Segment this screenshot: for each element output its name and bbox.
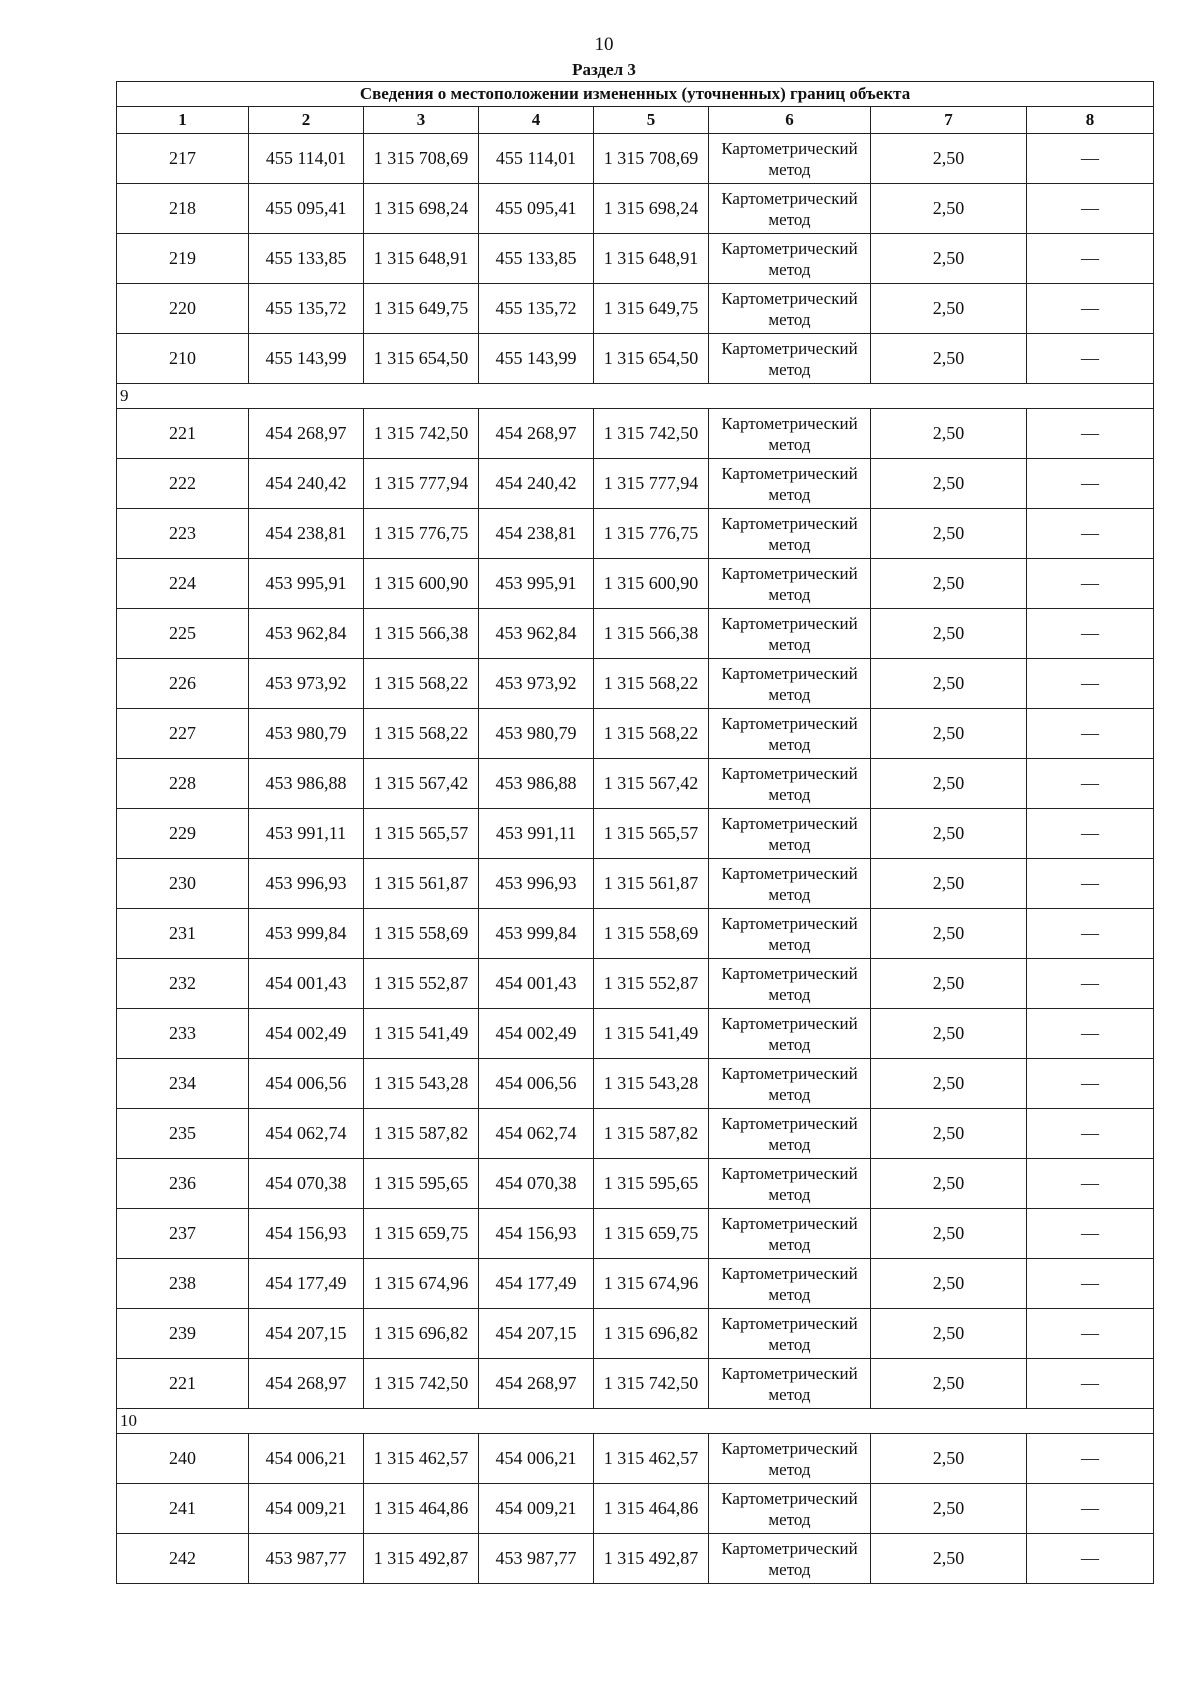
new-x-cell: 455 095,41: [479, 184, 594, 234]
existing-y-cell: 1 315 742,50: [364, 409, 479, 459]
point-number-cell: 236: [117, 1159, 249, 1209]
new-x-cell: 454 177,49: [479, 1259, 594, 1309]
page-number: 10: [594, 34, 614, 55]
new-x-cell: 454 268,97: [479, 1359, 594, 1409]
new-x-cell: 455 135,72: [479, 284, 594, 334]
section-title: Раздел 3: [572, 60, 636, 79]
table-row: [117, 1259, 1154, 1309]
table-row: [117, 1059, 1154, 1109]
note-cell: —: [1027, 1209, 1154, 1259]
point-number-cell: 223: [117, 509, 249, 559]
point-number-cell: 233: [117, 1009, 249, 1059]
existing-x-cell: 453 987,77: [249, 1534, 364, 1584]
new-x-cell: 454 156,93: [479, 1209, 594, 1259]
existing-y-cell: 1 315 541,49: [364, 1009, 479, 1059]
point-number-cell: 239: [117, 1309, 249, 1359]
existing-x-cell: 454 006,56: [249, 1059, 364, 1109]
new-y-cell: 1 315 777,94: [594, 459, 709, 509]
table-row: [117, 809, 1154, 859]
point-number-cell: 235: [117, 1109, 249, 1159]
table-row: [117, 234, 1154, 284]
accuracy-cell: 2,50: [871, 334, 1027, 384]
accuracy-cell: 2,50: [871, 1259, 1027, 1309]
note-cell: —: [1027, 1359, 1154, 1409]
existing-x-cell: 454 268,97: [249, 1359, 364, 1409]
note-cell: —: [1027, 1434, 1154, 1484]
table-row: [117, 184, 1154, 234]
existing-x-cell: 454 207,15: [249, 1309, 364, 1359]
existing-y-cell: 1 315 567,42: [364, 759, 479, 809]
new-y-cell: 1 315 698,24: [594, 184, 709, 234]
note-cell: —: [1027, 1484, 1154, 1534]
note-cell: —: [1027, 459, 1154, 509]
point-number-cell: 224: [117, 559, 249, 609]
method-cell: Картометрический метод: [709, 1309, 871, 1359]
accuracy-cell: 2,50: [871, 1309, 1027, 1359]
method-cell: Картометрический метод: [709, 134, 871, 184]
accuracy-cell: 2,50: [871, 809, 1027, 859]
new-y-cell: 1 315 566,38: [594, 609, 709, 659]
existing-x-cell: 454 062,74: [249, 1109, 364, 1159]
column-header: 1: [117, 107, 249, 134]
new-x-cell: 454 002,49: [479, 1009, 594, 1059]
new-y-cell: 1 315 561,87: [594, 859, 709, 909]
new-y-cell: 1 315 587,82: [594, 1109, 709, 1159]
accuracy-cell: 2,50: [871, 1059, 1027, 1109]
accuracy-cell: 2,50: [871, 859, 1027, 909]
existing-y-cell: 1 315 561,87: [364, 859, 479, 909]
method-cell: Картометрический метод: [709, 1434, 871, 1484]
table-row: [117, 859, 1154, 909]
note-cell: —: [1027, 1159, 1154, 1209]
accuracy-cell: 2,50: [871, 759, 1027, 809]
table-row: [117, 409, 1154, 459]
new-x-cell: 453 991,11: [479, 809, 594, 859]
table-row: [117, 1209, 1154, 1259]
existing-x-cell: 455 095,41: [249, 184, 364, 234]
note-cell: —: [1027, 959, 1154, 1009]
new-y-cell: 1 315 543,28: [594, 1059, 709, 1109]
new-x-cell: 453 973,92: [479, 659, 594, 709]
new-x-cell: 454 001,43: [479, 959, 594, 1009]
method-cell: Картометрический метод: [709, 809, 871, 859]
new-x-cell: 453 987,77: [479, 1534, 594, 1584]
table-row: [117, 1109, 1154, 1159]
existing-x-cell: 453 986,88: [249, 759, 364, 809]
note-cell: —: [1027, 1009, 1154, 1059]
existing-x-cell: 453 999,84: [249, 909, 364, 959]
point-number-cell: 210: [117, 334, 249, 384]
note-cell: —: [1027, 1059, 1154, 1109]
method-cell: Картометрический метод: [709, 1109, 871, 1159]
point-number-cell: 217: [117, 134, 249, 184]
column-header: 6: [709, 107, 871, 134]
existing-y-cell: 1 315 674,96: [364, 1259, 479, 1309]
point-number-cell: 237: [117, 1209, 249, 1259]
table-caption: Сведения о местоположении измененных (уточненных) границ объекта: [117, 82, 1154, 107]
note-cell: —: [1027, 609, 1154, 659]
method-cell: Картометрический метод: [709, 659, 871, 709]
table-caption-row: [117, 82, 1154, 107]
existing-x-cell: 453 995,91: [249, 559, 364, 609]
new-x-cell: 454 062,74: [479, 1109, 594, 1159]
existing-y-cell: 1 315 543,28: [364, 1059, 479, 1109]
note-cell: —: [1027, 809, 1154, 859]
note-cell: —: [1027, 409, 1154, 459]
new-x-cell: 454 238,81: [479, 509, 594, 559]
table-row: [117, 459, 1154, 509]
method-cell: Картометрический метод: [709, 859, 871, 909]
new-x-cell: 453 999,84: [479, 909, 594, 959]
note-cell: —: [1027, 559, 1154, 609]
existing-y-cell: 1 315 708,69: [364, 134, 479, 184]
new-x-cell: 453 980,79: [479, 709, 594, 759]
point-number-cell: 242: [117, 1534, 249, 1584]
point-number-cell: 218: [117, 184, 249, 234]
existing-y-cell: 1 315 696,82: [364, 1309, 479, 1359]
new-y-cell: 1 315 649,75: [594, 284, 709, 334]
accuracy-cell: 2,50: [871, 1009, 1027, 1059]
new-y-cell: 1 315 659,75: [594, 1209, 709, 1259]
new-x-cell: 453 986,88: [479, 759, 594, 809]
table-row: [117, 1534, 1154, 1584]
existing-x-cell: 454 006,21: [249, 1434, 364, 1484]
new-x-cell: 454 207,15: [479, 1309, 594, 1359]
table-row: [117, 609, 1154, 659]
existing-x-cell: 454 156,93: [249, 1209, 364, 1259]
method-cell: Картометрический метод: [709, 1009, 871, 1059]
point-number-cell: 231: [117, 909, 249, 959]
existing-y-cell: 1 315 566,38: [364, 609, 479, 659]
new-x-cell: 454 240,42: [479, 459, 594, 509]
method-cell: Картометрический метод: [709, 559, 871, 609]
existing-y-cell: 1 315 742,50: [364, 1359, 479, 1409]
new-x-cell: 454 070,38: [479, 1159, 594, 1209]
table-body: [117, 134, 1154, 1584]
table-row: [117, 1484, 1154, 1534]
point-number-cell: 220: [117, 284, 249, 334]
column-header: 5: [594, 107, 709, 134]
column-header: 7: [871, 107, 1027, 134]
table-row: [117, 909, 1154, 959]
table-row: [117, 709, 1154, 759]
accuracy-cell: 2,50: [871, 959, 1027, 1009]
new-y-cell: 1 315 558,69: [594, 909, 709, 959]
existing-x-cell: 454 240,42: [249, 459, 364, 509]
note-cell: —: [1027, 909, 1154, 959]
accuracy-cell: 2,50: [871, 184, 1027, 234]
table-row: [117, 334, 1154, 384]
accuracy-cell: 2,50: [871, 1484, 1027, 1534]
new-y-cell: 1 315 776,75: [594, 509, 709, 559]
table-row: [117, 1359, 1154, 1409]
note-cell: —: [1027, 709, 1154, 759]
existing-x-cell: 454 001,43: [249, 959, 364, 1009]
accuracy-cell: 2,50: [871, 1534, 1027, 1584]
note-cell: —: [1027, 1109, 1154, 1159]
column-header: 2: [249, 107, 364, 134]
accuracy-cell: 2,50: [871, 284, 1027, 334]
existing-x-cell: 453 962,84: [249, 609, 364, 659]
existing-y-cell: 1 315 587,82: [364, 1109, 479, 1159]
new-y-cell: 1 315 462,57: [594, 1434, 709, 1484]
existing-x-cell: 454 238,81: [249, 509, 364, 559]
boundary-coordinates-table: [116, 81, 1154, 1584]
point-number-cell: 234: [117, 1059, 249, 1109]
table-row: [117, 509, 1154, 559]
point-number-cell: 226: [117, 659, 249, 709]
existing-x-cell: 454 070,38: [249, 1159, 364, 1209]
new-x-cell: 453 995,91: [479, 559, 594, 609]
new-x-cell: 455 114,01: [479, 134, 594, 184]
note-cell: —: [1027, 134, 1154, 184]
new-y-cell: 1 315 600,90: [594, 559, 709, 609]
table-row: [117, 559, 1154, 609]
method-cell: Картометрический метод: [709, 234, 871, 284]
point-number-cell: 241: [117, 1484, 249, 1534]
existing-y-cell: 1 315 698,24: [364, 184, 479, 234]
note-cell: —: [1027, 284, 1154, 334]
point-number-cell: 228: [117, 759, 249, 809]
method-cell: Картометрический метод: [709, 459, 871, 509]
method-cell: Картометрический метод: [709, 1484, 871, 1534]
existing-x-cell: 455 143,99: [249, 334, 364, 384]
column-header: 8: [1027, 107, 1154, 134]
table-row: [117, 284, 1154, 334]
contour-number: 10: [117, 1409, 1154, 1434]
method-cell: Картометрический метод: [709, 1259, 871, 1309]
existing-y-cell: 1 315 492,87: [364, 1534, 479, 1584]
new-y-cell: 1 315 742,50: [594, 1359, 709, 1409]
method-cell: Картометрический метод: [709, 1059, 871, 1109]
contour-group-row: [117, 384, 1154, 409]
new-x-cell: 455 143,99: [479, 334, 594, 384]
method-cell: Картометрический метод: [709, 334, 871, 384]
new-y-cell: 1 315 708,69: [594, 134, 709, 184]
existing-x-cell: 455 114,01: [249, 134, 364, 184]
table-row: [117, 1159, 1154, 1209]
new-y-cell: 1 315 552,87: [594, 959, 709, 1009]
table-row: [117, 134, 1154, 184]
method-cell: Картометрический метод: [709, 759, 871, 809]
new-y-cell: 1 315 567,42: [594, 759, 709, 809]
point-number-cell: 222: [117, 459, 249, 509]
new-y-cell: 1 315 492,87: [594, 1534, 709, 1584]
new-x-cell: 454 006,56: [479, 1059, 594, 1109]
note-cell: —: [1027, 1309, 1154, 1359]
new-x-cell: 454 268,97: [479, 409, 594, 459]
existing-y-cell: 1 315 776,75: [364, 509, 479, 559]
new-y-cell: 1 315 648,91: [594, 234, 709, 284]
new-y-cell: 1 315 568,22: [594, 659, 709, 709]
new-x-cell: 453 996,93: [479, 859, 594, 909]
point-number-cell: 232: [117, 959, 249, 1009]
method-cell: Картометрический метод: [709, 509, 871, 559]
existing-y-cell: 1 315 568,22: [364, 659, 479, 709]
new-y-cell: 1 315 565,57: [594, 809, 709, 859]
table-row: [117, 1009, 1154, 1059]
point-number-cell: 240: [117, 1434, 249, 1484]
existing-x-cell: 454 177,49: [249, 1259, 364, 1309]
new-x-cell: 455 133,85: [479, 234, 594, 284]
point-number-cell: 230: [117, 859, 249, 909]
method-cell: Картометрический метод: [709, 1209, 871, 1259]
accuracy-cell: 2,50: [871, 459, 1027, 509]
method-cell: Картометрический метод: [709, 959, 871, 1009]
new-y-cell: 1 315 674,96: [594, 1259, 709, 1309]
existing-x-cell: 453 996,93: [249, 859, 364, 909]
note-cell: —: [1027, 234, 1154, 284]
method-cell: Картометрический метод: [709, 609, 871, 659]
new-y-cell: 1 315 541,49: [594, 1009, 709, 1059]
table-row: [117, 959, 1154, 1009]
method-cell: Картометрический метод: [709, 909, 871, 959]
point-number-cell: 229: [117, 809, 249, 859]
existing-x-cell: 455 133,85: [249, 234, 364, 284]
accuracy-cell: 2,50: [871, 709, 1027, 759]
table-row: [117, 659, 1154, 709]
existing-y-cell: 1 315 558,69: [364, 909, 479, 959]
existing-y-cell: 1 315 649,75: [364, 284, 479, 334]
accuracy-cell: 2,50: [871, 409, 1027, 459]
accuracy-cell: 2,50: [871, 559, 1027, 609]
existing-y-cell: 1 315 565,57: [364, 809, 479, 859]
accuracy-cell: 2,50: [871, 609, 1027, 659]
accuracy-cell: 2,50: [871, 234, 1027, 284]
method-cell: Картометрический метод: [709, 184, 871, 234]
existing-y-cell: 1 315 464,86: [364, 1484, 479, 1534]
existing-x-cell: 454 002,49: [249, 1009, 364, 1059]
table-row: [117, 759, 1154, 809]
method-cell: Картометрический метод: [709, 709, 871, 759]
existing-y-cell: 1 315 568,22: [364, 709, 479, 759]
new-y-cell: 1 315 696,82: [594, 1309, 709, 1359]
existing-x-cell: 453 980,79: [249, 709, 364, 759]
accuracy-cell: 2,50: [871, 509, 1027, 559]
new-y-cell: 1 315 654,50: [594, 334, 709, 384]
contour-number: 9: [117, 384, 1154, 409]
point-number-cell: 238: [117, 1259, 249, 1309]
method-cell: Картометрический метод: [709, 1534, 871, 1584]
method-cell: Картометрический метод: [709, 284, 871, 334]
new-y-cell: 1 315 568,22: [594, 709, 709, 759]
new-x-cell: 454 009,21: [479, 1484, 594, 1534]
note-cell: —: [1027, 859, 1154, 909]
accuracy-cell: 2,50: [871, 134, 1027, 184]
existing-x-cell: 454 009,21: [249, 1484, 364, 1534]
method-cell: Картометрический метод: [709, 1359, 871, 1409]
accuracy-cell: 2,50: [871, 1209, 1027, 1259]
note-cell: —: [1027, 759, 1154, 809]
note-cell: —: [1027, 334, 1154, 384]
existing-y-cell: 1 315 654,50: [364, 334, 479, 384]
note-cell: —: [1027, 1259, 1154, 1309]
point-number-cell: 225: [117, 609, 249, 659]
note-cell: —: [1027, 1534, 1154, 1584]
column-header: 4: [479, 107, 594, 134]
existing-x-cell: 453 991,11: [249, 809, 364, 859]
existing-y-cell: 1 315 552,87: [364, 959, 479, 1009]
point-number-cell: 219: [117, 234, 249, 284]
note-cell: —: [1027, 509, 1154, 559]
column-header: 3: [364, 107, 479, 134]
contour-group-row: [117, 1409, 1154, 1434]
point-number-cell: 221: [117, 409, 249, 459]
existing-y-cell: 1 315 595,65: [364, 1159, 479, 1209]
existing-x-cell: 453 973,92: [249, 659, 364, 709]
existing-y-cell: 1 315 600,90: [364, 559, 479, 609]
table-row: [117, 1309, 1154, 1359]
accuracy-cell: 2,50: [871, 909, 1027, 959]
new-x-cell: 454 006,21: [479, 1434, 594, 1484]
method-cell: Картометрический метод: [709, 409, 871, 459]
column-number-row: [117, 107, 1154, 134]
accuracy-cell: 2,50: [871, 1159, 1027, 1209]
new-x-cell: 453 962,84: [479, 609, 594, 659]
note-cell: —: [1027, 659, 1154, 709]
existing-y-cell: 1 315 659,75: [364, 1209, 479, 1259]
existing-x-cell: 454 268,97: [249, 409, 364, 459]
note-cell: —: [1027, 184, 1154, 234]
new-y-cell: 1 315 742,50: [594, 409, 709, 459]
existing-y-cell: 1 315 777,94: [364, 459, 479, 509]
existing-y-cell: 1 315 462,57: [364, 1434, 479, 1484]
accuracy-cell: 2,50: [871, 1359, 1027, 1409]
new-y-cell: 1 315 464,86: [594, 1484, 709, 1534]
table-row: [117, 1434, 1154, 1484]
accuracy-cell: 2,50: [871, 1109, 1027, 1159]
accuracy-cell: 2,50: [871, 659, 1027, 709]
accuracy-cell: 2,50: [871, 1434, 1027, 1484]
point-number-cell: 227: [117, 709, 249, 759]
point-number-cell: 221: [117, 1359, 249, 1409]
method-cell: Картометрический метод: [709, 1159, 871, 1209]
new-y-cell: 1 315 595,65: [594, 1159, 709, 1209]
existing-y-cell: 1 315 648,91: [364, 234, 479, 284]
existing-x-cell: 455 135,72: [249, 284, 364, 334]
